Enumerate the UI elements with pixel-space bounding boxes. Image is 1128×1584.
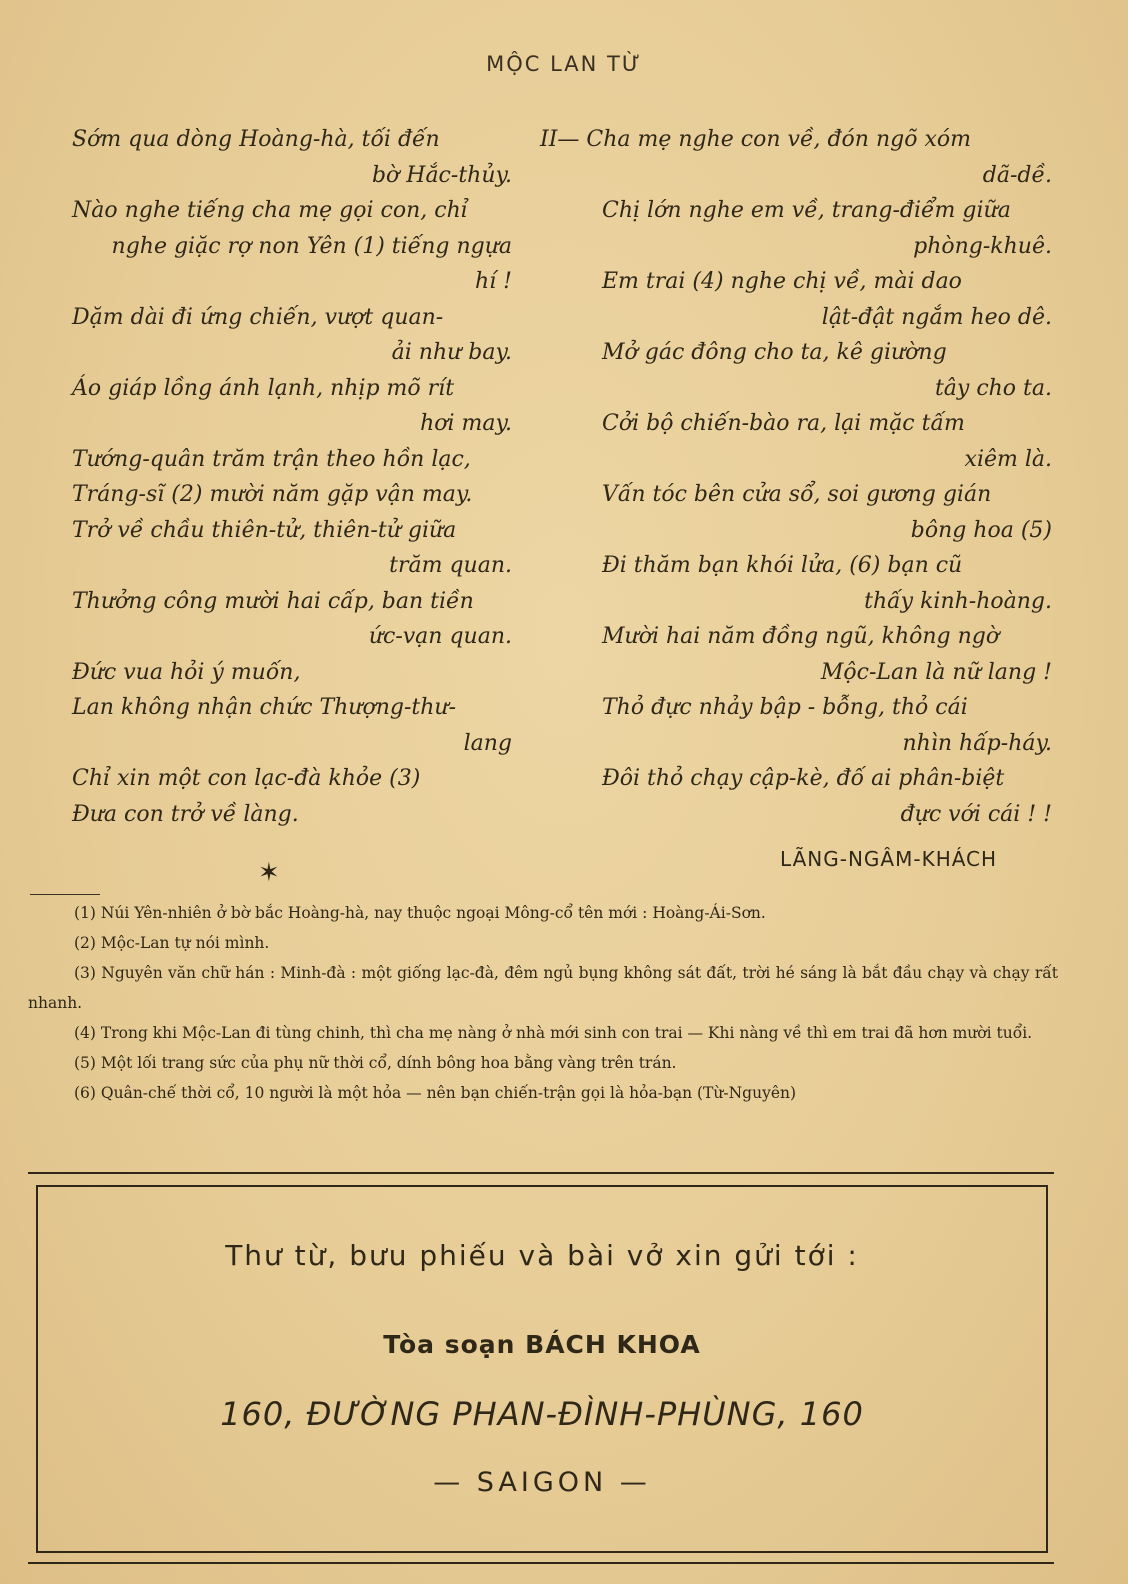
notice-bottom-rule: [28, 1562, 1054, 1564]
verse: Chỉ xin một con lạc-đà khỏe (3): [72, 766, 421, 791]
footnotes: [28, 898, 1058, 1108]
verse: Chị lớn nghe em về, trang-điểm giữa phòng-khuê.: [602, 198, 1052, 259]
verse: Đôi thỏ chạy cập-kè, đố ai phân-biệt đực với cái ! !: [602, 766, 1052, 827]
poem-column-right: [540, 122, 1052, 832]
notice-address: 160, ĐƯỜNG PHAN-ĐÌNH-PHÙNG, 160: [220, 1395, 864, 1433]
footnote: (1) Núi Yên-nhiên ở bờ bắc Hoàng-hà, nay thuộc ngoại Mông-cổ tên mới : Hoàng-Ái-Sơn.: [74, 904, 766, 922]
running-head: MỘC LAN TỪ: [486, 52, 642, 76]
notice-box: [36, 1185, 1048, 1553]
footnote: (6) Quân-chế thời cổ, 10 người là một hỏa — nên bạn chiến-trận gọi là hỏa-bạn (Từ-Nguyên): [74, 1084, 797, 1102]
footnote: (5) Một lối trang sức của phụ nữ thời cổ, dính bông hoa bằng vàng trên trán.: [74, 1054, 677, 1072]
verse: Lan không nhận chức Thượng-thư- lang: [72, 695, 512, 756]
verse: Tướng-quân trăm trận theo hồn lạc,: [72, 446, 471, 472]
verse: Dặm dài đi ứng chiến, vượt quan- ải như bay.: [72, 304, 512, 365]
verse: Đức vua hỏi ý muốn,: [72, 659, 301, 685]
verse: Áo giáp lồng ánh lạnh, nhịp mõ rít hơi may.: [72, 375, 512, 436]
notice-top-rule: [28, 1172, 1054, 1174]
notice-office: Tòa soạn BÁCH KHOA: [383, 1330, 701, 1359]
star-ornament-icon: ✶: [258, 858, 280, 888]
verse: Mười hai năm đồng ngũ, không ngờ Mộc-Lan là nữ lang !: [602, 624, 1052, 685]
verse: Đưa con trở về làng.: [72, 801, 299, 827]
verse: Sớm qua dòng Hoàng-hà, tối đến bờ Hắc-thủy.: [72, 127, 512, 188]
verse: Em trai (4) nghe chị về, mài dao lật-đật ngắm heo dê.: [602, 269, 1052, 330]
footnote: (3) Nguyên văn chữ hán : Minh-đà : một giống lạc-đà, đêm ngủ bụng không sát đất, trời hé sáng là bắt đầu chạy và chạy rất nhanh.: [28, 964, 1058, 1012]
verse: Nào nghe tiếng cha mẹ gọi con, chỉ nghe giặc rợ non Yên (1) tiếng ngựa hí !: [72, 198, 512, 294]
poem-column-left: [72, 122, 512, 832]
author-signature: LÃNG-NGÂM-KHÁCH: [780, 847, 998, 871]
verse: II— Cha mẹ nghe con về, đón ngõ xóm dã-dề.: [540, 127, 1052, 188]
verse: Đi thăm bạn khói lửa, (6) bạn cũ thấy kinh-hoàng.: [602, 553, 1052, 614]
notice-instruction: Thư từ, bưu phiếu và bài vở xin gửi tới :: [225, 1239, 859, 1272]
verse: Vấn tóc bên cửa sổ, soi gương gián bông hoa (5): [602, 482, 1052, 543]
footnote-divider: [30, 894, 100, 895]
verse: Mở gác đông cho ta, kê giường tây cho ta.: [602, 340, 1052, 401]
verse: Thưởng công mười hai cấp, ban tiền ức-vạn quan.: [72, 588, 512, 649]
footnote: (2) Mộc-Lan tự nói mình.: [74, 934, 270, 952]
verse: Thỏ đực nhảy bập - bỗng, thỏ cái nhìn hấp-háy.: [602, 695, 1052, 756]
verse: Tráng-sĩ (2) mười năm gặp vận may.: [72, 482, 473, 507]
footnote: (4) Trong khi Mộc-Lan đi tùng chinh, thì cha mẹ nàng ở nhà mới sinh con trai — Khi nàng về thì em trai đã hơn mười tuổi.: [74, 1024, 1033, 1042]
notice-city: — SAIGON —: [433, 1467, 651, 1498]
verse: Cởi bộ chiến-bào ra, lại mặc tấm xiêm là.: [602, 411, 1052, 472]
verse: Trở về chầu thiên-tử, thiên-tử giữa trăm quan.: [72, 517, 512, 578]
